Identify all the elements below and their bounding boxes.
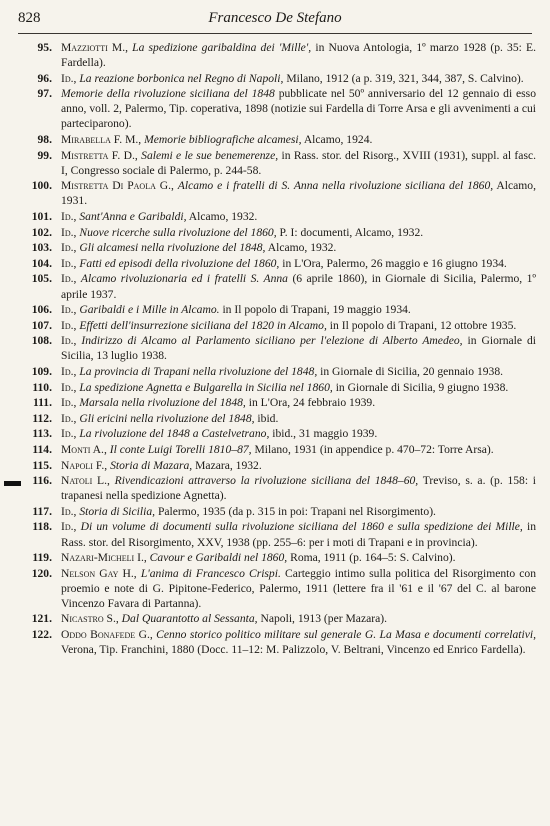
entry-number: 109. <box>31 364 52 378</box>
entry-author: Id., <box>61 334 77 348</box>
entry-author: Id., <box>61 303 77 317</box>
bibliography-entry <box>14 333 536 363</box>
bibliography-entry <box>14 426 536 441</box>
entry-details: in L'Ora, Palermo, 26 maggio e 16 giugno 1934. <box>282 256 507 270</box>
entry-author: Id., <box>61 520 77 534</box>
entry-title: Nuove ricerche sulla rivoluzione del 1860, <box>79 225 277 239</box>
bibliography-entry <box>14 550 536 565</box>
entry-title: Rivendicazioni attraverso la rivoluzione siciliana del 1848–60, <box>114 474 419 488</box>
entry-author: Id., <box>61 256 77 270</box>
entry-details: in Giornale di Sicilia, 9 giugno 1938. <box>335 380 509 394</box>
bibliography-entry <box>14 442 536 457</box>
entry-title: Dal Quarantotto al Sessanta, <box>121 612 258 626</box>
entry-title: Salemi e le sue benemerenze, <box>141 148 279 162</box>
entry-author: Nazari-Micheli I., <box>61 551 147 565</box>
entry-details: in Il popolo di Trapani, 12 ottobre 1935. <box>329 318 517 332</box>
entry-title: Garibaldi e i Mille in Alcamo. <box>79 303 220 317</box>
entry-number: 116. <box>32 474 52 488</box>
entry-details: ibid. <box>257 411 279 425</box>
entry-details: Treviso, s. a. (p. 158: i trapanesi nella spedizione Agnetta). <box>61 474 536 503</box>
entry-details: in Giornale di Sicilia, 13 luglio 1938. <box>61 334 536 363</box>
header-rule <box>18 33 532 34</box>
entry-title: Cenno storico politico militare sul generale G. La Masa e documenti correlativi, <box>156 628 536 642</box>
entry-author: Id., <box>61 210 77 224</box>
entry-details: in L'Ora, 24 febbraio 1939. <box>248 396 376 410</box>
entry-author: Id., <box>61 427 77 441</box>
bibliography-list <box>14 40 536 658</box>
bibliography-entry <box>14 271 536 301</box>
entry-title: Marsala nella rivoluzione del 1848, <box>79 396 246 410</box>
entry-number: 95. <box>37 41 52 54</box>
entry-details: Alcamo, 1932. <box>267 241 337 255</box>
entry-number: 119. <box>32 551 52 565</box>
page-header <box>18 10 532 32</box>
bibliography-entry <box>14 395 536 410</box>
entry-author: Nicastro S., <box>61 612 119 626</box>
entry-title: Effetti dell'insurrezione siciliana del 1820 in Alcamo, <box>79 318 327 332</box>
entry-details: P. I: documenti, Alcamo, 1932. <box>279 225 424 239</box>
entry-author: Id., <box>61 364 77 378</box>
entry-details: in Rass. stor. del Risorgimento, XXV, 1938 (pp. 255–6: per i moti di Trapani e in provincia). <box>61 520 536 549</box>
bibliography-entry <box>14 364 536 379</box>
entry-title: Fatti ed episodi della rivoluzione del 1860, <box>79 256 280 270</box>
entry-details: Carteggio intimo sulla politica del Risorgimento con proemio e note di G. Pipitone-Federico, Palermo, 1911 (lettere fra il '61 e il '67 del C. al barone Vincenzo Favara di Partanna). <box>61 566 537 610</box>
entry-details: Napoli, 1913 (per Mazara). <box>260 612 387 626</box>
entry-author: Monti A., <box>61 442 107 456</box>
bibliography-entry <box>14 132 536 147</box>
entry-title: L'anima di Francesco Crispi. <box>140 566 281 580</box>
entry-title: Storia di Sicilia, <box>79 504 156 518</box>
entry-number: 118. <box>32 520 52 534</box>
entry-author: Nelson Gay H., <box>61 566 137 580</box>
entry-title: Gli ericini nella rivoluzione del 1848, <box>79 411 255 425</box>
entry-number: 99. <box>37 148 52 162</box>
entry-author: Id., <box>61 380 77 394</box>
entry-details: in Rass. stor. del Risorg., XVIII (1931), suppl. al fasc. I, Congresso sociale di Palermo, p. 244-58. <box>61 148 536 177</box>
entry-details: Alcamo, 1931. <box>61 179 537 208</box>
entry-author: Id., <box>61 504 77 518</box>
entry-details: Palermo, 1935 (da p. 315 in poi: Trapani nel Risorgimento). <box>157 504 436 518</box>
bibliography-entry <box>14 178 536 208</box>
bibliography-entry <box>14 240 536 255</box>
bibliography-entry <box>14 302 536 317</box>
entry-title: La spedizione Agnetta e Bulgarella in Sicilia nel 1860, <box>79 380 333 394</box>
entry-author: Natoli L., <box>61 474 110 488</box>
entry-author: Id., <box>61 272 77 286</box>
entry-number: 112. <box>32 411 52 425</box>
bibliography-entry <box>14 225 536 240</box>
bibliography-entry <box>14 458 536 473</box>
bibliography-entry <box>14 411 536 426</box>
entry-title: Memorie bibliografiche alcamesi, <box>144 133 302 147</box>
entry-title: La reazione borbonica nel Regno di Napoli, <box>79 71 284 85</box>
entry-title: Il conte Luigi Torelli 1810–87, <box>109 442 252 456</box>
entry-title: La spedizione garibaldina dei 'Mille', <box>132 41 312 54</box>
entry-number: 106. <box>31 303 52 317</box>
running-title: Francesco De Stefano <box>208 10 342 26</box>
entry-title: Indirizzo di Alcamo al Parlamento siciliano per l'elezione di Alberto Amedeo, <box>81 334 463 348</box>
entry-title: Memorie della rivoluzione siciliana del 1848 <box>61 87 275 101</box>
entry-details: Alcamo, 1924. <box>303 133 373 147</box>
entry-number: 101. <box>31 210 52 224</box>
bibliography-entry <box>14 380 536 395</box>
entry-details: Milano, 1912 (a p. 319, 321, 344, 387, S. Calvino). <box>286 71 524 85</box>
entry-number: 102. <box>31 225 52 239</box>
entry-number: 121. <box>31 612 52 626</box>
entry-details: in Giornale di Sicilia, 20 gennaio 1938. <box>320 364 504 378</box>
entry-title: La rivoluzione del 1848 a Castelvetrano, <box>79 427 270 441</box>
entry-details: Verona, Tip. Franchini, 1880 (Docc. 11–12: M. Palizzolo, V. Beltrani, Vincenzo ed Enrico Fardella). <box>61 643 526 657</box>
entry-author: Napoli F., <box>61 458 108 472</box>
bibliography-entry <box>14 627 536 657</box>
bibliography-entry <box>14 473 536 503</box>
entry-number: 110. <box>32 380 52 394</box>
entry-title: La provincia di Trapani nella rivoluzione del 1848, <box>79 364 318 378</box>
bibliography-entry <box>14 318 536 333</box>
entry-number: 100. <box>31 179 52 193</box>
entry-author: Mistretta Di Paola G., <box>61 179 174 193</box>
entry-details: in Nuova Antologia, 1º marzo 1928 (p. 35: E. Fardella). <box>61 41 536 70</box>
entry-number: 111. <box>32 396 52 410</box>
entry-author: Id., <box>61 241 77 255</box>
entry-details: ibid., 31 maggio 1939. <box>272 427 378 441</box>
bibliography-entry <box>14 566 536 611</box>
entry-author: Id., <box>61 225 77 239</box>
bibliography-entry <box>14 504 536 519</box>
entry-number: 113. <box>32 427 52 441</box>
entry-author: Mistretta F. D., <box>61 148 138 162</box>
entry-number: 114. <box>32 442 52 456</box>
entry-details: Roma, 1911 (p. 164–5: S. Calvino). <box>290 551 456 565</box>
bibliography-entry <box>14 71 536 86</box>
bibliography-entry <box>14 519 536 549</box>
entry-author: Mazziotti M., <box>61 41 128 54</box>
bibliography-entry <box>14 611 536 626</box>
entry-number: 105. <box>31 272 52 286</box>
bibliography-entry <box>14 40 536 70</box>
entry-number: 117. <box>32 504 52 518</box>
entry-number: 96. <box>37 71 52 85</box>
entry-details: (6 aprile 1860), in Giornale di Sicilia, Palermo, 1º aprile 1937. <box>61 272 537 301</box>
entry-details: pubblicate nel 50º anniversario del 12 gennaio di esso anno, voll. 2, Palermo, Tip. coperativa, 1898 (notizie sui Fardella di Torre Arsa e gli avvenimenti a cui parteciparono). <box>61 87 536 131</box>
entry-title: Di un volume di documenti sulla rivoluzione siciliana del 1860 e sulla spedizione dei Mille, <box>80 520 523 534</box>
entry-title: Gli alcamesi nella rivoluzione del 1848, <box>79 241 266 255</box>
entry-title: Cavour e Garibaldi nel 1860, <box>149 551 288 565</box>
entry-title: Alcamo rivoluzionaria ed i fratelli S. Anna <box>80 272 288 286</box>
entry-number: 97. <box>37 87 52 101</box>
entry-details: Mazara, 1932. <box>195 458 262 472</box>
entry-author: Id., <box>61 318 77 332</box>
entry-title: Alcamo e i fratelli di S. Anna nella rivoluzione siciliana del 1860, <box>177 179 494 193</box>
entry-title: Storia di Mazara, <box>110 458 193 472</box>
bibliography-entry <box>14 256 536 271</box>
entry-author: Id., <box>61 396 77 410</box>
page-number: 828 <box>18 10 41 26</box>
entry-number: 104. <box>31 256 52 270</box>
bibliography-entry <box>14 209 536 224</box>
entry-number: 107. <box>31 318 52 332</box>
entry-author: Mirabella F. M., <box>61 133 142 147</box>
entry-number: 98. <box>37 133 52 147</box>
bibliography-entry <box>14 148 536 178</box>
entry-title: Sant'Anna e Garibaldi, <box>79 210 187 224</box>
entry-number: 115. <box>32 458 52 472</box>
entry-number: 120. <box>31 566 52 580</box>
entry-number: 122. <box>31 628 52 642</box>
entry-details: Milano, 1931 (in appendice p. 470–72: Torre Arsa). <box>254 442 494 456</box>
bibliography-entry <box>14 86 536 131</box>
entry-number: 108. <box>31 334 52 348</box>
entry-details: Alcamo, 1932. <box>188 210 258 224</box>
entry-details: in Il popolo di Trapani, 19 maggio 1934. <box>222 303 411 317</box>
entry-author: Oddo Bonafede G., <box>61 628 153 642</box>
ink-smudge <box>4 481 21 486</box>
entry-number: 103. <box>31 241 52 255</box>
entry-author: Id., <box>61 71 77 85</box>
entry-author: Id., <box>61 411 77 425</box>
